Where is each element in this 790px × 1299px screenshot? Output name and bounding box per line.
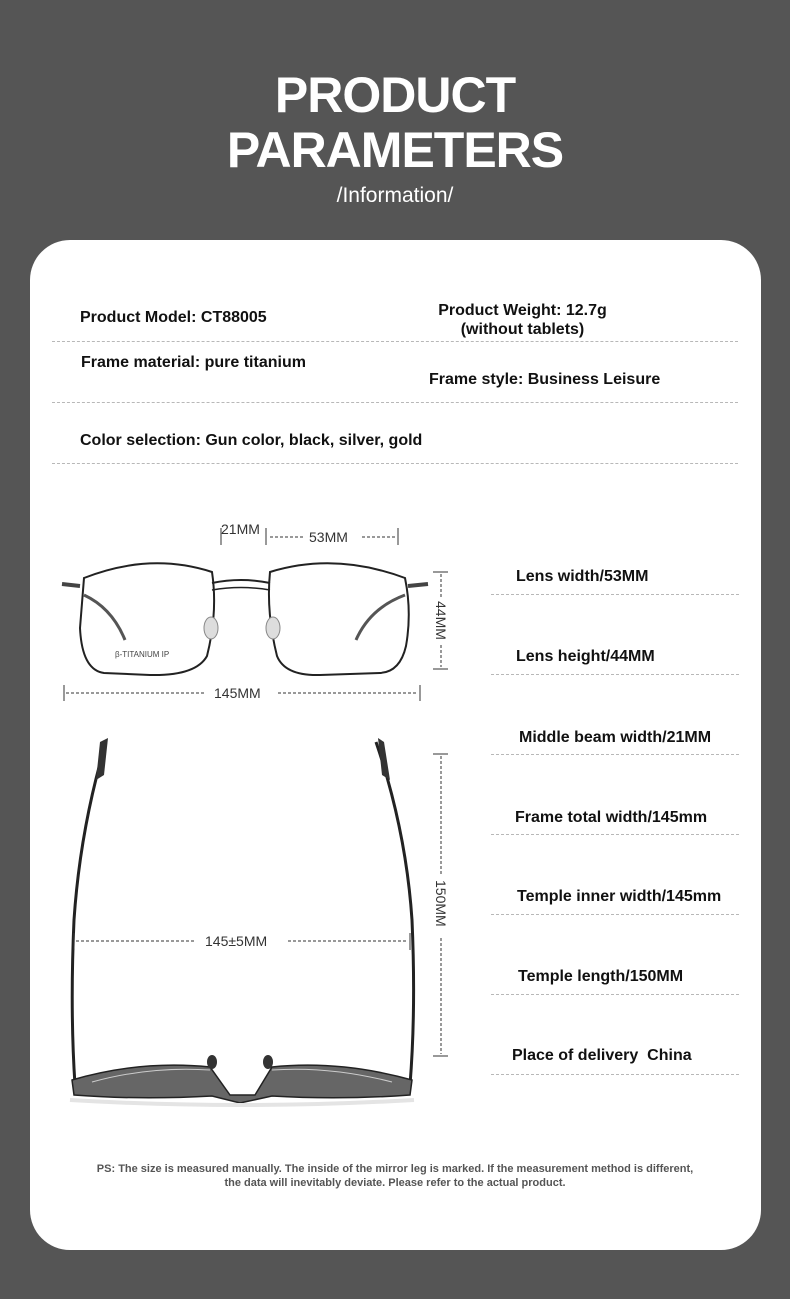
frame-style: Frame style: Business Leisure — [429, 371, 661, 388]
temple-inner-dimension: 145±5MM — [205, 933, 268, 949]
lens-engraving: β-TITANIUM IP — [115, 650, 170, 659]
divider — [491, 994, 739, 995]
spec-place-of-delivery: Place of delivery China — [512, 1047, 692, 1064]
top-view-glasses — [70, 738, 414, 1105]
spec-temple-inner-width: Temple inner width/145mm — [517, 888, 722, 905]
measurement-note-line2: the data will inevitably deviate. Please refer to the actual product. — [224, 1177, 566, 1189]
divider — [491, 834, 739, 835]
spec-temple-length: Temple length/150MM — [518, 968, 684, 985]
spec-middle-beam: Middle beam width/21MM — [519, 729, 712, 746]
measurement-note-line1: PS: The size is measured manually. The inside of the mirror leg is marked. If the measurement method is different, — [96, 1163, 694, 1175]
spec-frame-total-width: Frame total width/145mm — [515, 809, 708, 826]
divider — [491, 754, 739, 755]
spec-lens-width: Lens width/53MM — [516, 568, 649, 585]
height-dimension: 44MM — [433, 601, 449, 640]
product-weight-line2: (without tablets) — [460, 321, 585, 338]
divider — [491, 914, 739, 915]
product-model: Product Model: CT88005 — [80, 309, 267, 326]
lens-dimension: 53MM — [309, 529, 348, 545]
bridge-dimension: 21MM — [221, 521, 260, 537]
divider — [491, 1074, 739, 1075]
page-subtitle: /Information/ — [336, 184, 454, 207]
divider — [491, 594, 739, 595]
spec-lens-height: Lens height/44MM — [516, 648, 655, 665]
frame-material: Frame material: pure titanium — [81, 354, 306, 371]
page-title-line2: PARAMETERS — [226, 122, 564, 178]
divider — [491, 674, 739, 675]
product-weight-line1: Product Weight: 12.7g — [438, 302, 607, 319]
total-width-dimension: 145MM — [214, 685, 261, 701]
color-selection: Color selection: Gun color, black, silver, gold — [80, 432, 423, 449]
temple-length-dimension: 150MM — [433, 880, 449, 927]
page-title-line1: PRODUCT — [274, 67, 516, 123]
